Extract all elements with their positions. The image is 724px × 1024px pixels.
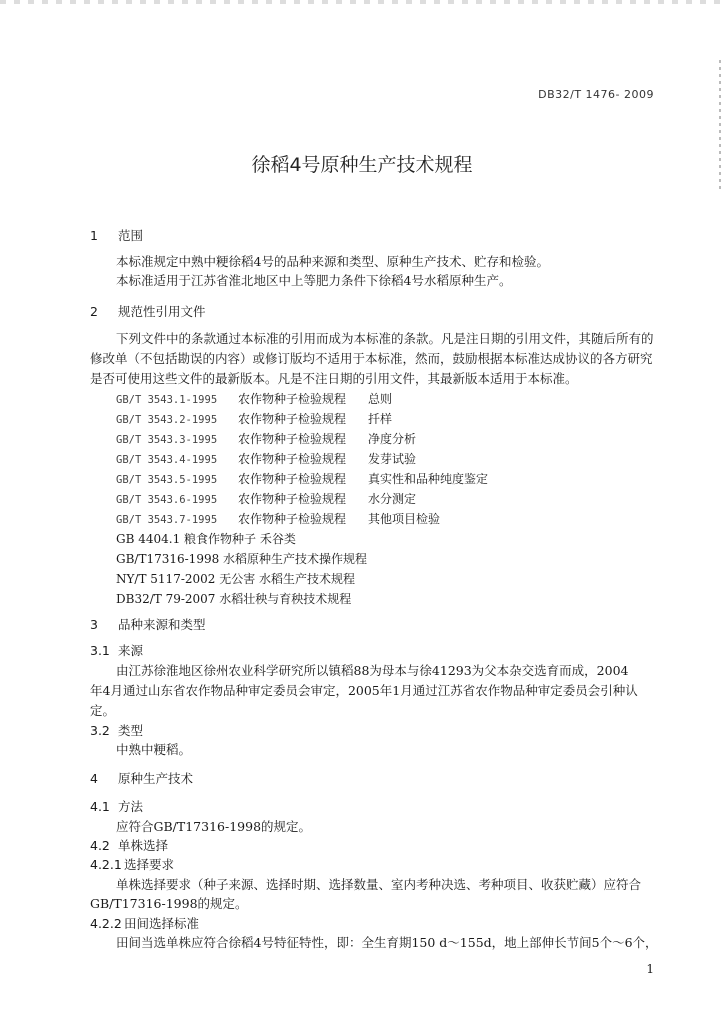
reference-subtitle: 净度分析: [368, 432, 417, 446]
reference-subtitle: 水分测定: [368, 492, 417, 506]
section-title: 方法: [118, 799, 144, 814]
paragraph-line: 是否可使用这些文件的最新版本。凡是不注日期的引用文件，其最新版本适用于本标准。: [90, 371, 578, 386]
reference-item: [116, 511, 440, 528]
section-number: 3.1: [90, 643, 110, 658]
reference-item: [116, 431, 416, 448]
scan-edge-top: [0, 0, 724, 4]
section-1-heading: [90, 228, 143, 244]
subsection-heading: [90, 723, 143, 739]
reference-title: 农作物种子检验规程: [238, 432, 347, 446]
subsection-heading: [90, 799, 143, 815]
reference-title: 农作物种子检验规程: [238, 412, 347, 426]
paragraph: 应符合GB/T17316-1998的规定。: [116, 819, 312, 834]
section-3-heading: [90, 617, 206, 633]
section-title: 单株选择: [118, 838, 169, 853]
reference-subtitle: 总则: [368, 392, 393, 406]
section-title: 范围: [118, 228, 144, 243]
paragraph-line: 单株选择要求（种子来源、选择时期、选择数量、室内考种决选、考种项目、收获贮藏）应符合: [116, 877, 642, 892]
reference-code: GB/T 3543.5-1995: [116, 474, 218, 486]
reference-code: GB/T 3543.7-1995: [116, 514, 218, 526]
section-title: 原种生产技术: [118, 771, 194, 786]
reference-title: 农作物种子检验规程: [238, 392, 347, 406]
paragraph: 本标准规定中熟中粳徐稻4号的品种来源和类型、原种生产技术、贮存和检验。: [116, 254, 549, 269]
section-number: 4.2.2: [90, 916, 122, 931]
section-title: 品种来源和类型: [118, 617, 206, 632]
reference-item: NY/T 5117-2002 无公害 水稻生产技术规程: [116, 572, 356, 586]
subsection-heading: [90, 838, 168, 854]
reference-item: DB32/T 79-2007 水稻壮秧与育秧技术规程: [116, 592, 352, 606]
section-number: 3: [90, 617, 98, 632]
reference-item: GB/T17316-1998 水稻原种生产技术操作规程: [116, 552, 368, 566]
reference-title: 农作物种子检验规程: [238, 512, 347, 526]
reference-item: [116, 491, 416, 508]
reference-code: GB/T 3543.2-1995: [116, 414, 218, 426]
section-title: 类型: [118, 723, 144, 738]
paragraph-line: 田间当选单株应符合徐稻4号特征特性，即：全生育期150 d～155d，地上部伸长节间5个～6个，: [116, 935, 658, 950]
reference-item: [116, 411, 392, 428]
section-2-heading: [90, 304, 206, 320]
reference-item: [116, 451, 416, 468]
paragraph: 中熟中粳稻。: [116, 742, 192, 757]
paragraph-line: 由江苏徐淮地区徐州农业科学研究所以镇稻88为母本与徐41293为父本杂交选育而成，2004: [116, 663, 629, 678]
section-number: 4.2: [90, 838, 110, 853]
subsection-heading: [90, 857, 174, 873]
reference-subtitle: 扦样: [368, 412, 393, 426]
page-number: 1: [646, 962, 654, 976]
paragraph-line: 年4月通过山东省农作物品种审定委员会审定，2005年1月通过江苏省农作物品种审定委员会引种认: [90, 683, 638, 698]
reference-code: GB/T 3543.1-1995: [116, 394, 218, 406]
paragraph-line: 定。: [90, 703, 116, 718]
reference-code: GB/T 3543.6-1995: [116, 494, 218, 506]
reference-item: [116, 391, 392, 408]
reference-item: [116, 471, 488, 488]
reference-subtitle: 其他项目检验: [368, 512, 441, 526]
section-title: 田间选择标准: [124, 916, 200, 931]
subsection-heading: [90, 643, 143, 659]
section-title: 来源: [118, 643, 144, 658]
reference-code: GB/T 3543.4-1995: [116, 454, 218, 466]
section-4-heading: [90, 771, 193, 787]
section-title: 规范性引用文件: [118, 304, 206, 319]
document-title: 徐稻4号原种生产技术规程: [251, 154, 473, 176]
reference-item: GB 4404.1 粮食作物种子 禾谷类: [116, 532, 296, 546]
paragraph-line: 修改单（不包括勘误的内容）或修订版均不适用于本标准，然而，鼓励根据本标准达成协议的各方研究: [90, 351, 653, 366]
reference-title: 农作物种子检验规程: [238, 492, 347, 506]
subsection-heading: [90, 916, 199, 932]
reference-subtitle: 发芽试验: [368, 452, 417, 466]
document-code: DB32/T 1476- 2009: [538, 88, 654, 101]
section-title: 选择要求: [124, 857, 175, 872]
reference-title: 农作物种子检验规程: [238, 472, 347, 486]
section-number: 3.2: [90, 723, 110, 738]
reference-title: 农作物种子检验规程: [238, 452, 347, 466]
reference-subtitle: 真实性和品种纯度鉴定: [368, 472, 489, 486]
section-number: 2: [90, 304, 98, 319]
section-number: 4.1: [90, 799, 110, 814]
paragraph: 本标准适用于江苏省淮北地区中上等肥力条件下徐稻4号水稻原种生产。: [116, 273, 512, 288]
paragraph-line: 下列文件中的条款通过本标准的引用而成为本标准的条款。凡是注日期的引用文件，其随后所有的: [116, 331, 654, 346]
reference-code: GB/T 3543.3-1995: [116, 434, 218, 446]
section-number: 1: [90, 228, 98, 243]
section-number: 4: [90, 771, 98, 786]
section-number: 4.2.1: [90, 857, 122, 872]
paragraph-line: GB/T17316-1998的规定。: [90, 896, 248, 911]
